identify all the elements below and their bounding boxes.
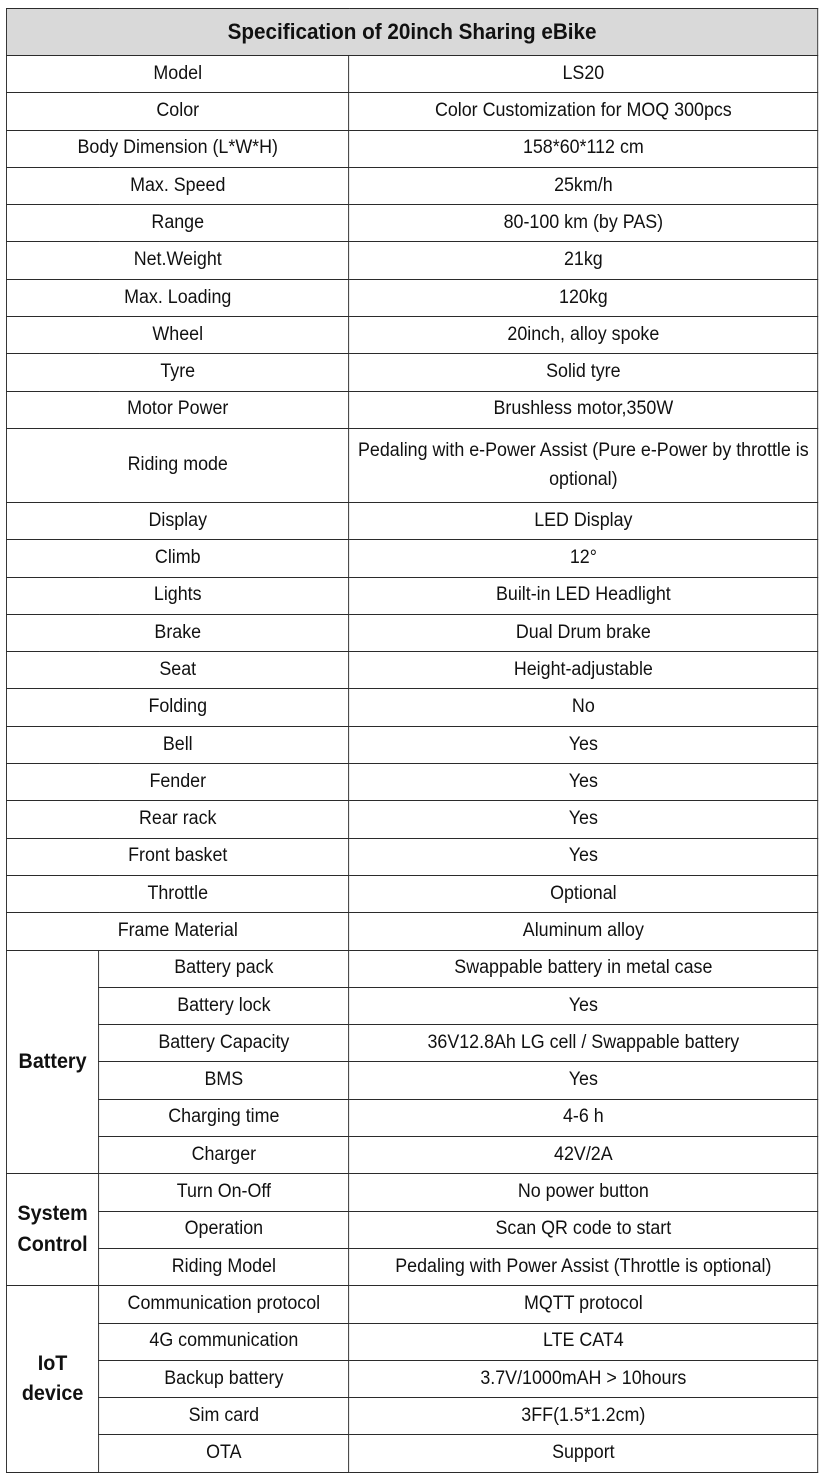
spec-value: 80-100 km (by PAS) [349, 205, 818, 242]
table-row [6, 1174, 817, 1211]
table-row [6, 1286, 817, 1323]
spec-label: Backup battery [99, 1360, 349, 1397]
table-row [6, 205, 817, 242]
spec-label: OTA [99, 1435, 349, 1473]
table-row [6, 652, 817, 689]
spec-value: 3FF(1.5*1.2cm) [349, 1398, 818, 1435]
spec-label: Body Dimension (L*W*H) [6, 130, 349, 167]
spec-label: Throttle [6, 875, 349, 912]
spec-label: Riding Model [99, 1248, 349, 1285]
spec-label: Fender [6, 764, 349, 801]
spec-label: Max. Speed [6, 167, 349, 204]
spec-value: 36V12.8Ah LG cell / Swappable battery [349, 1025, 818, 1062]
table-row [6, 987, 817, 1024]
spec-label: BMS [99, 1062, 349, 1099]
spec-label: Battery lock [99, 987, 349, 1024]
spec-label: Display [6, 502, 349, 539]
spec-label: Front basket [6, 838, 349, 875]
table-row [6, 540, 817, 577]
table-row [6, 1137, 817, 1174]
spec-label: Brake [6, 614, 349, 651]
spec-label: Operation [99, 1211, 349, 1248]
spec-value: Yes [349, 801, 818, 838]
spec-label: Bell [6, 726, 349, 763]
group-label-iot: IoT device [6, 1286, 98, 1473]
spec-label: Folding [6, 689, 349, 726]
spec-label: Model [6, 56, 349, 93]
table-row [6, 1323, 817, 1360]
spec-value: Aluminum alloy [349, 913, 818, 950]
spec-label: Seat [6, 652, 349, 689]
spec-label: Wheel [6, 317, 349, 354]
table-row [6, 130, 817, 167]
spec-value: Height-adjustable [349, 652, 818, 689]
spec-value: 25km/h [349, 167, 818, 204]
spec-label: Motor Power [6, 391, 349, 428]
table-row [6, 56, 817, 93]
table-row [6, 93, 817, 130]
spec-value: 4-6 h [349, 1099, 818, 1136]
spec-value: Yes [349, 1062, 818, 1099]
spec-label: Lights [6, 577, 349, 614]
spec-value: LTE CAT4 [349, 1323, 818, 1360]
table-row [6, 1062, 817, 1099]
spec-label: Battery Capacity [99, 1025, 349, 1062]
table-row [6, 1398, 817, 1435]
table-row [6, 502, 817, 539]
spec-label: Max. Loading [6, 279, 349, 316]
spec-value: Scan QR code to start [349, 1211, 818, 1248]
table-row [6, 391, 817, 428]
spec-value: Solid tyre [349, 354, 818, 391]
table-row [6, 1025, 817, 1062]
spec-value: Optional [349, 875, 818, 912]
spec-value: 20inch, alloy spoke [349, 317, 818, 354]
spec-label: Range [6, 205, 349, 242]
spec-value: Pedaling with Power Assist (Throttle is optional) [349, 1248, 818, 1285]
table-row [6, 726, 817, 763]
table-row [6, 875, 817, 912]
spec-table [6, 8, 818, 1473]
table-row [6, 279, 817, 316]
spec-label: Battery pack [99, 950, 349, 987]
spec-label: Communication protocol [99, 1286, 349, 1323]
table-row [6, 317, 817, 354]
table-title: Specification of 20inch Sharing eBike [6, 9, 817, 56]
table-row [6, 577, 817, 614]
spec-label: Charging time [99, 1099, 349, 1136]
table-row [6, 801, 817, 838]
spec-label: Rear rack [6, 801, 349, 838]
table-row [6, 354, 817, 391]
table-row [6, 1360, 817, 1397]
spec-label: Climb [6, 540, 349, 577]
spec-value: LS20 [349, 56, 818, 93]
spec-value: Support [349, 1435, 818, 1473]
table-row [6, 913, 817, 950]
table-row [6, 950, 817, 987]
spec-body [6, 56, 817, 1473]
spec-value: Swappable battery in metal case [349, 950, 818, 987]
spec-value: 12° [349, 540, 818, 577]
group-label-system-control: System Control [6, 1174, 98, 1286]
spec-value: Yes [349, 987, 818, 1024]
table-row [6, 242, 817, 279]
spec-value: Yes [349, 764, 818, 801]
table-row [6, 428, 817, 502]
spec-value: LED Display [349, 502, 818, 539]
spec-label: Frame Material [6, 913, 349, 950]
spec-value: 21kg [349, 242, 818, 279]
table-row [6, 614, 817, 651]
spec-value: Built-in LED Headlight [349, 577, 818, 614]
spec-label: Net.Weight [6, 242, 349, 279]
spec-label: 4G communication [99, 1323, 349, 1360]
spec-value: Yes [349, 726, 818, 763]
spec-value: MQTT protocol [349, 1286, 818, 1323]
table-row [6, 1099, 817, 1136]
spec-value: Color Customization for MOQ 300pcs [349, 93, 818, 130]
spec-value: Pedaling with e-Power Assist (Pure e-Power by throttle is optional) [349, 428, 818, 502]
spec-label: Color [6, 93, 349, 130]
group-label-battery: Battery [6, 950, 98, 1174]
spec-value: Yes [349, 838, 818, 875]
spec-value: 3.7V/1000mAH > 10hours [349, 1360, 818, 1397]
spec-value: 42V/2A [349, 1137, 818, 1174]
spec-label: Turn On-Off [99, 1174, 349, 1211]
spec-value: Brushless motor,350W [349, 391, 818, 428]
table-row [6, 1211, 817, 1248]
spec-label: Charger [99, 1137, 349, 1174]
table-row [6, 1248, 817, 1285]
spec-label: Riding mode [6, 428, 349, 502]
table-row [6, 689, 817, 726]
spec-value: No [349, 689, 818, 726]
spec-value: 158*60*112 cm [349, 130, 818, 167]
table-row [6, 1435, 817, 1473]
table-row [6, 838, 817, 875]
spec-value: Dual Drum brake [349, 614, 818, 651]
spec-value: 120kg [349, 279, 818, 316]
table-row [6, 764, 817, 801]
table-row [6, 167, 817, 204]
spec-label: Tyre [6, 354, 349, 391]
spec-value: No power button [349, 1174, 818, 1211]
spec-label: Sim card [99, 1398, 349, 1435]
